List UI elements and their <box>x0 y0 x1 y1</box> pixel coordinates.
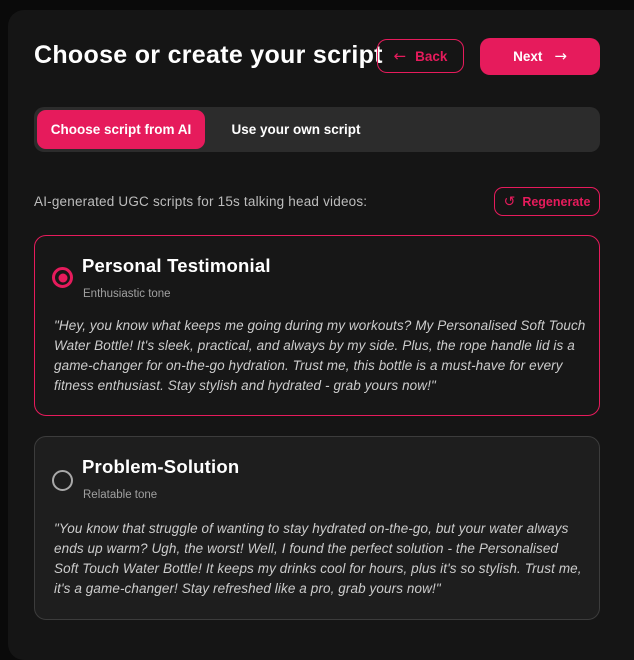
script-card-title: Personal Testimonial <box>82 255 271 277</box>
regenerate-button-label: Regenerate <box>522 195 590 209</box>
script-card-text: "Hey, you know what keeps me going during my workouts? My Personalised Soft Touch Water Bottle! It's sleek, practical, and always by my side. Plus, the rope handle lid is a game-changer for on-the-go hydration. Trust me, this bottle is a must-have for every fitness enthusiast. Stay stylish and hydrated - grab yours now!" <box>54 316 586 396</box>
script-card-personal-testimonial[interactable] <box>34 235 600 416</box>
back-button-label: Back <box>415 49 447 64</box>
regenerate-button[interactable] <box>494 187 600 216</box>
next-button-label: Next <box>513 49 542 64</box>
scripts-caption: AI-generated UGC scripts for 15s talking head videos: <box>34 194 367 209</box>
script-source-tab-bar <box>34 107 600 152</box>
tab-label: Use your own script <box>231 122 360 137</box>
back-button[interactable] <box>377 39 464 73</box>
tab-choose-script-from-ai[interactable] <box>37 110 205 149</box>
script-card-title: Problem-Solution <box>82 456 239 478</box>
script-card-text: "You know that struggle of wanting to stay hydrated on-the-go, but your water always ends up warm? Ugh, the worst! Well, I found the perfect solution - the Personalised Soft Touch Water Bottle! It keeps my drinks cool for hours, plus it's so stylish. Trust me, it's a game-changer! Stay refreshed like a pro, grab yours now!" <box>54 519 586 599</box>
page-title: Choose or create your script <box>34 41 383 70</box>
script-card-tone: Relatable tone <box>83 489 157 501</box>
radio-selected-icon[interactable] <box>52 267 73 288</box>
tab-label: Choose script from AI <box>51 122 192 137</box>
refresh-icon: ↺ <box>504 195 516 209</box>
arrow-left-icon: ← <box>394 49 407 64</box>
next-button[interactable] <box>480 38 600 75</box>
script-card-tone: Enthusiastic tone <box>83 288 171 300</box>
radio-unselected-icon[interactable] <box>52 470 73 491</box>
tab-use-your-own-script[interactable] <box>205 110 387 149</box>
arrow-right-icon: → <box>554 49 567 64</box>
script-card-problem-solution[interactable] <box>34 436 600 620</box>
